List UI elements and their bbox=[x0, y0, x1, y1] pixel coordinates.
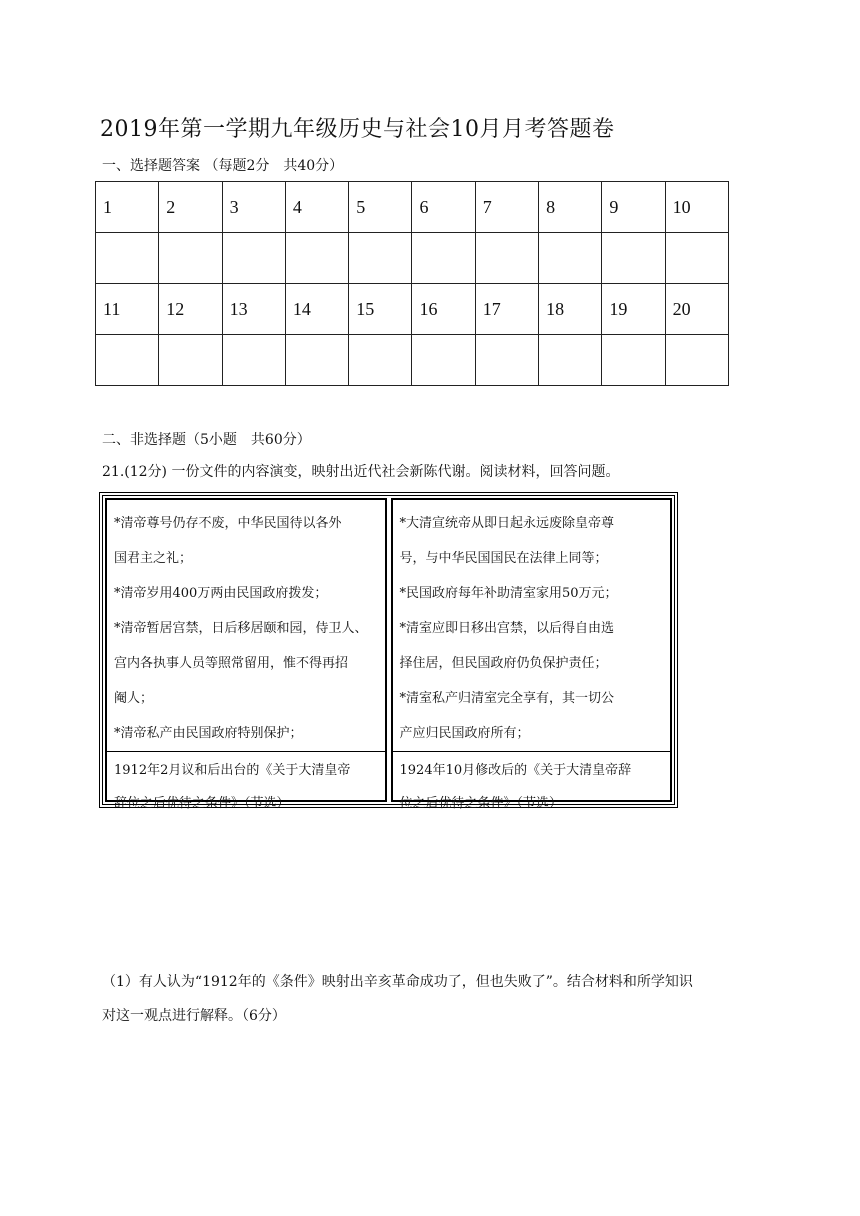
answer-cell[interactable] bbox=[285, 233, 348, 284]
answer-cell[interactable] bbox=[412, 335, 475, 386]
material-line: 择住居，但民国政府仍负保护责任； bbox=[399, 656, 608, 671]
material-line: *清帝暂居宫禁，日后移居颐和园，侍卫人、 bbox=[114, 621, 368, 636]
number-row-2 bbox=[96, 284, 729, 335]
source-line: 位之后优待之条件》（节选） bbox=[399, 796, 563, 811]
question-number: 11 bbox=[96, 284, 159, 335]
material-line: *清帝岁用400万两由民国政府拨发； bbox=[114, 586, 328, 601]
question-number: 19 bbox=[602, 284, 665, 335]
material-line: *民国政府每年补助清室家用50万元； bbox=[399, 586, 618, 601]
question-number: 5 bbox=[349, 182, 412, 233]
material-line: 号，与中华民国国民在法律上同等； bbox=[399, 551, 608, 566]
material-1924-source bbox=[393, 751, 671, 823]
answer-row-2 bbox=[96, 335, 729, 386]
material-line: *清室私产归清室完全享有，其一切公 bbox=[399, 691, 615, 706]
answer-cell[interactable] bbox=[665, 233, 728, 284]
answer-cell[interactable] bbox=[96, 335, 159, 386]
question-number: 9 bbox=[602, 182, 665, 233]
answer-cell[interactable] bbox=[285, 335, 348, 386]
sub-question-line: 对这一观点进行解释。（6分） bbox=[102, 1008, 286, 1024]
material-1912-body bbox=[107, 500, 385, 751]
section1-heading: 一、选择题答案 （每题2分 共40分） bbox=[102, 158, 344, 174]
question-number: 10 bbox=[665, 182, 728, 233]
answer-cell[interactable] bbox=[222, 335, 285, 386]
material-line: 宫内各执事人员等照常留用，惟不得再招 bbox=[114, 656, 349, 671]
answer-cell[interactable] bbox=[222, 233, 285, 284]
answer-cell[interactable] bbox=[665, 335, 728, 386]
question-number: 4 bbox=[285, 182, 348, 233]
answer-cell[interactable] bbox=[159, 233, 222, 284]
question-number: 17 bbox=[475, 284, 538, 335]
number-row-1 bbox=[96, 182, 729, 233]
question-number: 14 bbox=[285, 284, 348, 335]
question-number: 3 bbox=[222, 182, 285, 233]
answer-cell[interactable] bbox=[96, 233, 159, 284]
answer-cell[interactable] bbox=[349, 233, 412, 284]
answer-cell[interactable] bbox=[602, 233, 665, 284]
material-1912 bbox=[105, 498, 387, 811]
answer-cell[interactable] bbox=[412, 233, 475, 284]
question-number: 6 bbox=[412, 182, 475, 233]
answer-cell[interactable] bbox=[349, 335, 412, 386]
material-line: 国君主之礼； bbox=[114, 551, 193, 566]
sub-question-line: （1）有人认为“1912年的《条件》映射出辛亥革命成功了，但也失败了”。结合材料和所学知识 bbox=[102, 974, 693, 990]
answer-cell[interactable] bbox=[159, 335, 222, 386]
question-21-stem: 21.(12分) 一份文件的内容演变，映射出近代社会新陈代谢。阅读材料，回答问题。 bbox=[102, 464, 620, 480]
material-line: *清帝尊号仍存不废，中华民国待以各外 bbox=[114, 516, 342, 531]
question-number: 13 bbox=[222, 284, 285, 335]
material-line: 阉人； bbox=[114, 691, 154, 706]
question-number: 1 bbox=[96, 182, 159, 233]
question-number: 8 bbox=[539, 182, 602, 233]
material-line: 产应归民国政府所有； bbox=[399, 726, 530, 741]
material-line: *清室应即日移出宫禁，以后得自由选 bbox=[399, 621, 615, 636]
answer-cell[interactable] bbox=[475, 233, 538, 284]
material-line: *大清宣统帝从即日起永远废除皇帝尊 bbox=[399, 516, 615, 531]
material-line: *清帝私产由民国政府特别保护； bbox=[114, 726, 303, 741]
material-1924-body bbox=[393, 500, 671, 751]
answer-cell[interactable] bbox=[602, 335, 665, 386]
question-number: 18 bbox=[539, 284, 602, 335]
material-1912-source bbox=[107, 751, 385, 823]
source-line: 1912年2月议和后出台的《关于大清皇帝 bbox=[114, 763, 351, 778]
question-number: 15 bbox=[349, 284, 412, 335]
answer-row-1 bbox=[96, 233, 729, 284]
source-line: 辞位之后优待之条件》（节选） bbox=[114, 796, 290, 811]
material-box bbox=[99, 492, 678, 811]
section2-heading: 二、非选择题（5小题 共60分） bbox=[102, 432, 311, 448]
answer-cell[interactable] bbox=[539, 233, 602, 284]
answer-cell[interactable] bbox=[475, 335, 538, 386]
page-title: 2019年第一学期九年级历史与社会10月月考答题卷 bbox=[100, 117, 615, 142]
material-1924 bbox=[391, 498, 673, 811]
answer-cell[interactable] bbox=[539, 335, 602, 386]
source-line: 1924年10月修改后的《关于大清皇帝辞 bbox=[399, 763, 632, 778]
question-number: 7 bbox=[475, 182, 538, 233]
sub-question-1 bbox=[102, 965, 772, 1033]
question-number: 2 bbox=[159, 182, 222, 233]
question-number: 12 bbox=[159, 284, 222, 335]
answer-grid bbox=[95, 181, 729, 386]
question-number: 20 bbox=[665, 284, 728, 335]
question-number: 16 bbox=[412, 284, 475, 335]
